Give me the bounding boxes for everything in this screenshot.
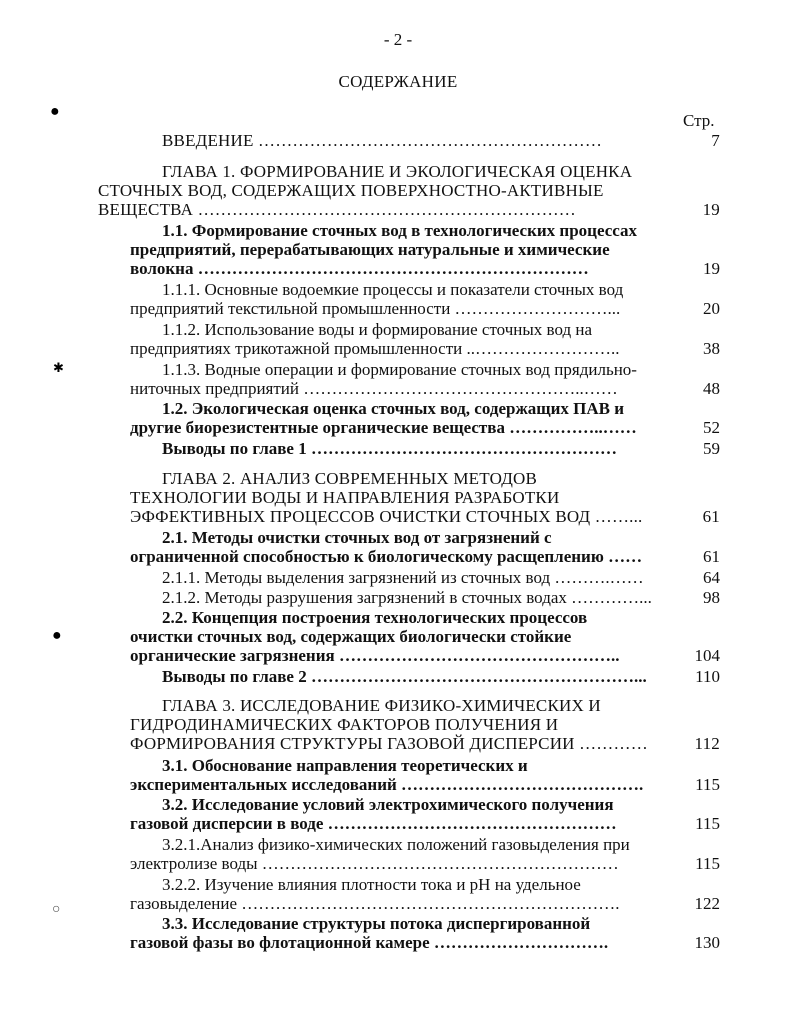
toc-page-number: 64 [703,568,720,587]
toc-page-number: 19 [703,259,720,278]
toc-line: очистки сточных вод, содержащих биологически стойкие [130,627,572,646]
page-number: - 2 - [383,30,413,49]
toc-page-number: 112 [694,734,720,753]
toc-page-number: 20 [703,299,720,318]
toc-page-number: 130 [694,933,720,952]
toc-line: 1.2. Экологическая оценка сточных вод, содержащих ПАВ и [162,399,625,418]
toc-page-number: 61 [702,507,720,526]
toc-entry-1-2 [130,399,720,437]
toc-entry-1-1-2 [130,320,720,358]
toc-entry-1-1-3 [130,360,720,398]
scan-mark: ● [52,627,62,644]
toc-line: ГЛАВА 2. АНАЛИЗ СОВРЕМЕННЫХ МЕТОДОВ [162,469,538,488]
toc-page-number: 104 [694,646,720,665]
scan-mark: ○ [52,902,61,917]
toc-page-number: 59 [703,439,720,458]
page-column-label: Стр. [683,111,715,130]
toc-line: ЭФФЕКТИВНЫХ ПРОЦЕССОВ ОЧИСТКИ СТОЧНЫХ ВОД ……... [130,507,643,526]
toc-entry-conclusions-2 [130,667,720,686]
toc-entry-chapter-3 [130,696,720,753]
toc-entry-3-1 [130,756,720,794]
toc-line: 2.1. Методы очистки сточных вод от загрязнений с [162,528,552,547]
toc-entry-3-2-2 [130,875,720,913]
toc-page-number: 52 [703,418,720,437]
toc-line: ниточных предприятий …………………………………………..…… [130,379,618,398]
toc-line: 3.2. Исследование условий электрохимического получения [162,795,614,814]
toc-page-number: 19 [702,200,720,219]
toc-line: 2.1.1. Методы выделения загрязнений из сточных вод ……….…… [162,568,644,587]
toc-line: 1.1. Формирование сточных вод в технологических процессах [162,221,638,240]
toc-line: ВЕЩЕСТВА ………………………………………………………… [98,200,576,219]
toc-entry-2-1-2 [130,588,720,607]
toc-page-number: 110 [695,667,720,686]
toc-page-number: 115 [695,814,720,833]
toc-line: Выводы по главе 1 ……………………………………………… [162,439,617,458]
toc-page-number: 48 [703,379,720,398]
toc-entry-conclusions-1 [130,439,720,458]
toc-line: ГЛАВА 3. ИССЛЕДОВАНИЕ ФИЗИКО-ХИМИЧЕСКИХ И [162,696,601,715]
toc-line: газовой фазы во флотационной камере …………………………. [130,933,609,952]
toc-line: СТОЧНЫХ ВОД, СОДЕРЖАЩИХ ПОВЕРХНОСТНО-АКТИВНЫЕ [98,181,604,200]
toc-line: предприятий текстильной промышленности ………………………... [130,299,621,318]
toc-entry-3-3 [130,914,720,952]
toc-line: 1.1.2. Использование воды и формирование сточных вод на [162,320,593,339]
scan-mark: ● [50,103,60,120]
toc-line: 3.2.2. Изучение влияния плотности тока и pH на удельное [162,875,581,894]
toc-line: газовыделение …………………………………………………………. [130,894,620,913]
toc-line: предприятиях трикотажной промышленности ..…………………….. [130,339,620,358]
toc-page-number: 115 [695,775,720,794]
toc-entry-3-2 [130,795,720,833]
toc-line: ТЕХНОЛОГИИ ВОДЫ И НАПРАВЛЕНИЯ РАЗРАБОТКИ [130,488,560,507]
toc-line: ГИДРОДИНАМИЧЕСКИХ ФАКТОРОВ ПОЛУЧЕНИЯ И [130,715,559,734]
toc-line: 1.1.1. Основные водоемкие процессы и показатели сточных вод [162,280,624,299]
toc-page-number: 38 [703,339,720,358]
toc-line: 3.1. Обоснование направления теоретических и [162,756,528,775]
toc-line: 2.1.2. Методы разрушения загрязнений в сточных водах …………... [162,588,652,607]
toc-line: другие биорезистентные органические вещества ……………..…… [130,418,637,437]
page-title: СОДЕРЖАНИЕ [338,72,458,91]
toc-line: 2.2. Концепция построения технологических процессов [162,608,588,627]
toc-line: органические загрязнения ………………………………………….. [130,646,620,665]
toc-line: ВВЕДЕНИЕ …………………………………………………… [162,131,603,150]
toc-line: газовой дисперсии в воде …………………………………………… [130,814,617,833]
toc-entry-chapter-2 [130,469,720,526]
toc-entry-3-2-1 [130,835,720,873]
toc-line: волокна …………………………………………………………… [130,259,589,278]
toc-line: электролизе воды ……………………………………………………… [130,854,619,873]
toc-line: 3.3. Исследование структуры потока диспергированной [162,914,591,933]
toc-line: 1.1.3. Водные операции и формирование сточных вод прядильно- [162,360,637,379]
toc-page-number: 61 [703,547,720,566]
toc-line: предприятий, перерабатывающих натуральные и химические [130,240,610,259]
toc-entry-2-1-1 [130,568,720,587]
toc-entry-1-1-1 [130,280,720,318]
toc-line: ограниченной способностью к биологическому расщеплению …… [130,547,643,566]
toc-page-number: 122 [694,894,720,913]
toc-line: экспериментальных исследований ……………………………………. [130,775,644,794]
toc-line: ФОРМИРОВАНИЯ СТРУКТУРЫ ГАЗОВОЙ ДИСПЕРСИИ ………… [130,734,648,753]
scan-mark: ✱ [53,360,64,375]
toc-entry-2-1 [130,528,720,566]
toc-page-number: 115 [695,854,720,873]
toc-line: 3.2.1.Анализ физико-химических положений газовыделения при [162,835,630,854]
toc-entry-1-1 [130,221,720,278]
toc-line: Выводы по главе 2 …………………………………………………... [162,667,647,686]
toc-page-number: 7 [711,131,720,150]
toc-page-number: 98 [703,588,720,607]
toc-line: ГЛАВА 1. ФОРМИРОВАНИЕ И ЭКОЛОГИЧЕСКАЯ ОЦЕНКА [162,162,633,181]
toc-entry-chapter-1 [98,162,720,219]
toc-entry-introduction [130,131,720,150]
toc-entry-2-2 [130,608,720,665]
